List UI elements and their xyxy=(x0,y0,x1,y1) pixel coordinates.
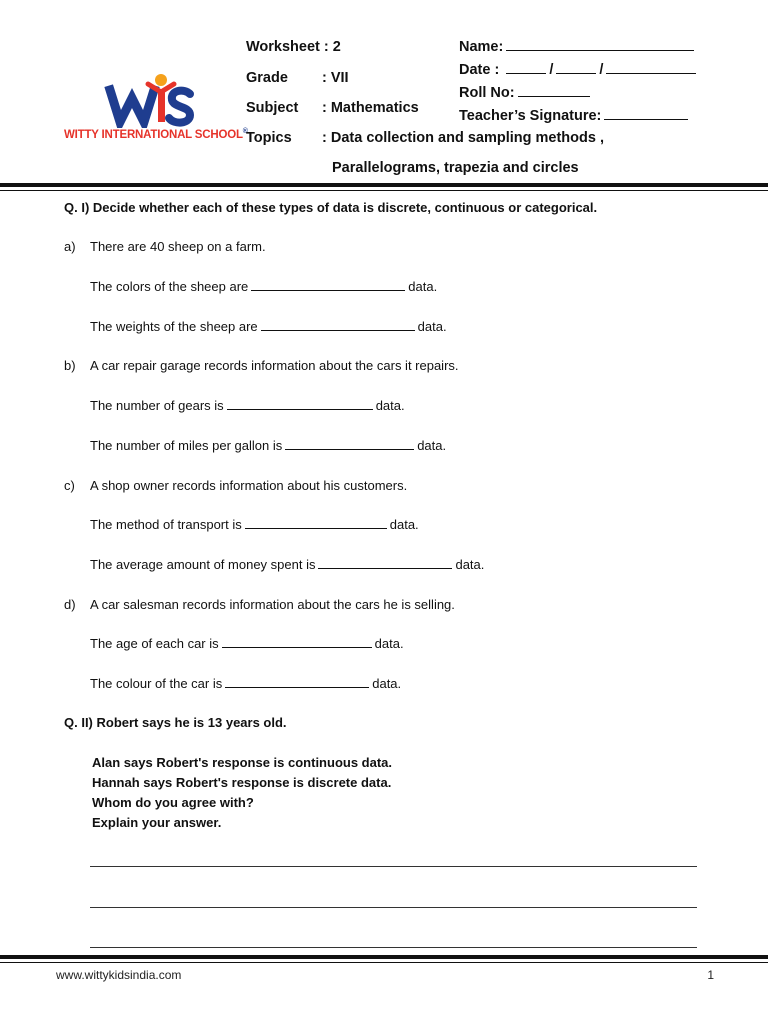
website-link[interactable]: www.wittykidsindia.com xyxy=(56,968,182,982)
roll-blank xyxy=(518,86,590,97)
part-c-intro: A shop owner records information about his customers. xyxy=(90,478,408,493)
item-text: The colour of the car is xyxy=(90,676,223,691)
name-label: Name: xyxy=(459,39,504,55)
header-divider-thin xyxy=(0,190,768,191)
answer-line[interactable] xyxy=(90,907,697,908)
question-2-title: Q. II) Robert says he is 13 years old. xyxy=(64,715,287,730)
answer-blank[interactable] xyxy=(318,558,452,569)
data-word: data. xyxy=(375,398,405,413)
question-2-line: Explain your answer. xyxy=(92,815,222,830)
question-2-line: Alan says Robert's response is continuous data. xyxy=(92,755,393,770)
part-a-item-2 xyxy=(90,320,447,333)
data-word: data. xyxy=(372,676,402,691)
answer-blank[interactable] xyxy=(251,280,405,291)
answer-blank[interactable] xyxy=(261,320,415,331)
answer-blank[interactable] xyxy=(285,439,414,450)
question-2-line: Hannah says Robert's response is discrete data. xyxy=(92,775,392,790)
data-word: data. xyxy=(408,279,438,294)
data-word: data. xyxy=(417,438,447,453)
item-text: The age of each car is xyxy=(90,636,219,651)
date-label: Date : xyxy=(459,62,500,78)
header-divider-thick xyxy=(0,183,768,187)
date-separator: / xyxy=(549,62,554,78)
signature-label: Teacher’s Signature: xyxy=(459,108,602,124)
part-d-letter: d) xyxy=(64,597,76,612)
answer-line[interactable] xyxy=(90,866,697,867)
data-word: data. xyxy=(389,517,419,532)
date-field xyxy=(459,63,699,78)
footer-divider-thin xyxy=(0,962,768,963)
logo-mark-icon xyxy=(62,72,242,128)
item-text: The weights of the sheep are xyxy=(90,319,258,334)
item-text: The method of transport is xyxy=(90,517,242,532)
date-year-blank xyxy=(606,63,696,74)
question-2-line: Whom do you agree with? xyxy=(92,795,254,810)
part-d-intro: A car salesman records information about the cars he is selling. xyxy=(90,597,455,612)
subject-label: Subject xyxy=(246,100,299,116)
roll-label: Roll No: xyxy=(459,85,515,101)
answer-blank[interactable] xyxy=(222,637,372,648)
part-b-item-1 xyxy=(90,399,405,412)
part-a-intro: There are 40 sheep on a farm. xyxy=(90,239,266,254)
subject-value: : Mathematics xyxy=(322,100,419,116)
part-d-item-2 xyxy=(90,677,401,690)
part-b-letter: b) xyxy=(64,358,76,373)
part-b-item-2 xyxy=(90,439,446,452)
answer-blank[interactable] xyxy=(227,399,373,410)
part-c-item-2 xyxy=(90,558,484,571)
part-c-letter: c) xyxy=(64,478,75,493)
date-month-blank xyxy=(556,63,596,74)
data-word: data. xyxy=(417,319,447,334)
footer-divider-thick xyxy=(0,955,768,959)
date-day-blank xyxy=(506,63,546,74)
registered-mark: ® xyxy=(242,128,248,135)
item-text: The average amount of money spent is xyxy=(90,557,316,572)
signature-blank xyxy=(604,109,688,120)
grade-value: : VII xyxy=(322,70,349,86)
date-separator: / xyxy=(599,62,604,78)
signature-field xyxy=(459,109,691,124)
part-a-letter: a) xyxy=(64,239,76,254)
topics-value-continued: Parallelograms, trapezia and circles xyxy=(332,160,579,176)
answer-blank[interactable] xyxy=(245,518,387,529)
school-name xyxy=(64,128,248,141)
item-text: The number of miles per gallon is xyxy=(90,438,283,453)
part-a-item-1 xyxy=(90,280,437,293)
answer-blank[interactable] xyxy=(225,677,369,688)
topics-label: Topics xyxy=(246,130,292,146)
name-field xyxy=(459,40,697,55)
roll-field xyxy=(459,86,593,101)
part-c-item-1 xyxy=(90,518,419,531)
item-text: The number of gears is xyxy=(90,398,224,413)
topics-value: : Data collection and sampling methods , xyxy=(322,130,604,146)
page-number: 1 xyxy=(707,968,714,982)
school-logo xyxy=(62,72,248,144)
question-1-title: Q. I) Decide whether each of these types of data is discrete, continuous or categorical. xyxy=(64,200,598,215)
answer-line[interactable] xyxy=(90,947,697,948)
grade-label: Grade xyxy=(246,70,288,86)
name-blank xyxy=(506,40,694,51)
data-word: data. xyxy=(455,557,485,572)
data-word: data. xyxy=(374,636,404,651)
part-d-item-1 xyxy=(90,637,404,650)
part-b-intro: A car repair garage records information about the cars it repairs. xyxy=(90,358,459,373)
item-text: The colors of the sheep are xyxy=(90,279,249,294)
worksheet-number: Worksheet : 2 xyxy=(246,39,341,55)
school-name-text: WITTY INTERNATIONAL SCHOOL xyxy=(64,128,243,141)
